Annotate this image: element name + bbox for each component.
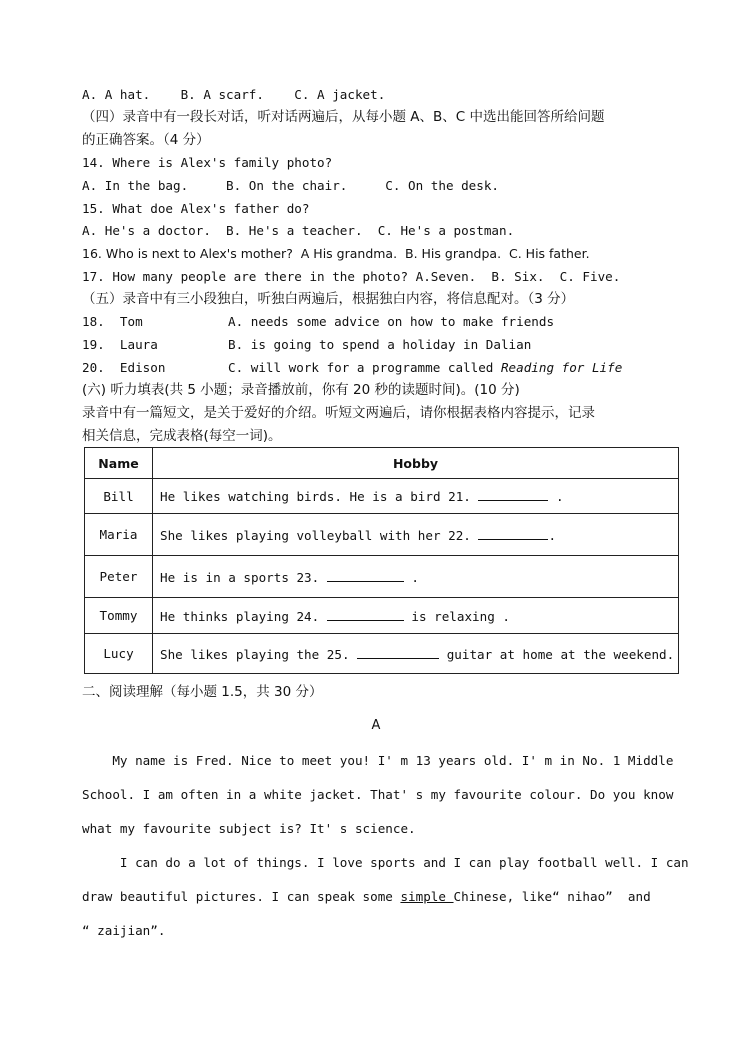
- row-name: Bill: [85, 479, 153, 514]
- row-hobby-text: She likes playing the 25.: [160, 646, 358, 662]
- row-hobby-text: He thinks playing 24.: [160, 608, 327, 624]
- row-name: Peter: [85, 556, 153, 598]
- section6-instruction-line1: (六) 听力填表(共 5 小题；录音播放前，你有 20 秒的读题时间)。(10 分): [82, 382, 520, 398]
- question-14-options: A. In the bag. B. On the chair. C. On the desk.: [82, 178, 500, 193]
- row-hobby-text: He is in a sports 23.: [160, 569, 327, 585]
- matching-left-20: 20. Edison: [82, 360, 166, 375]
- matching-left-19: 19. Laura: [82, 337, 158, 352]
- row-hobby-text-end: guitar at home at the weekend.: [439, 646, 675, 662]
- section4-instruction-line2: 的正确答案。（4 分）: [82, 132, 210, 148]
- row-hobby-text-end: .: [403, 569, 419, 585]
- q13-options: A. A hat. B. A scarf. C. A jacket.: [82, 87, 386, 102]
- passage-text: Chinese, like“ nihao” and: [453, 889, 651, 904]
- answer-blank-23[interactable]: [327, 569, 404, 582]
- answer-blank-21[interactable]: [478, 488, 548, 501]
- reading-heading: 二、阅读理解（每小题 1.5，共 30 分）: [82, 684, 323, 700]
- row-hobby-text-end: is relaxing .: [403, 608, 510, 624]
- row-hobby-text-end: .: [548, 489, 564, 504]
- row-hobby: [153, 556, 679, 598]
- passage-line: My name is Fred. Nice to meet you! I' m 13 years old. I' m in No. 1 Middle: [82, 753, 674, 768]
- row-hobby: [153, 598, 679, 634]
- table-header-hobby: Hobby: [153, 448, 679, 479]
- row-hobby: [153, 634, 679, 674]
- question-15-options: A. He's a doctor. B. He's a teacher. C. He's a postman.: [82, 223, 515, 238]
- row-hobby-text: He likes watching birds. He is a bird 21.: [160, 489, 479, 504]
- passage-text: draw beautiful pictures. I can speak some: [82, 889, 401, 904]
- row-name: Lucy: [85, 634, 153, 674]
- underlined-word: simple: [400, 889, 454, 904]
- row-hobby: [153, 479, 679, 514]
- section6-instruction-line3: 相关信息，完成表格(每空一词)。: [82, 428, 282, 444]
- hobby-table: [84, 447, 679, 674]
- table-row: [85, 514, 679, 556]
- answer-blank-25[interactable]: [357, 646, 439, 659]
- question-14: 14. Where is Alex's family photo?: [82, 155, 333, 170]
- row-hobby: [153, 514, 679, 556]
- passage-line: School. I am often in a white jacket. That' s my favourite colour. Do you know: [82, 787, 674, 802]
- answer-blank-24[interactable]: [327, 608, 404, 621]
- section5-instruction: （五）录音中有三小段独白，听独白两遍后，根据独白内容，将信息配对。（3 分）: [82, 291, 575, 307]
- row-name: Tommy: [85, 598, 153, 634]
- table-row: [85, 556, 679, 598]
- passage-line: what my favourite subject is? It' s science.: [82, 821, 416, 836]
- matching-right-c-text: C. will work for a programme called: [228, 360, 501, 375]
- matching-right-c: [228, 359, 622, 377]
- row-hobby-text: She likes playing volleyball with her 22.: [160, 527, 479, 543]
- section4-instruction-line1: （四）录音中有一段长对话，听对话两遍后，从每小题 A、B、C 中选出能回答所给问题: [82, 109, 605, 125]
- row-name: Maria: [85, 514, 153, 556]
- table-row: [85, 598, 679, 634]
- passage-label: A: [371, 718, 381, 733]
- table-row: [85, 479, 679, 514]
- row-hobby-text-end: .: [548, 527, 557, 543]
- question-17: 17. How many people are there in the photo? A.Seven. B. Six. C. Five.: [82, 269, 621, 284]
- matching-left-18: 18. Tom: [82, 314, 143, 329]
- question-15: 15. What doe Alex's father do?: [82, 201, 310, 216]
- question-16: 16. Who is next to Alex's mother? A His grandma. B. His grandpa. C. His father.: [82, 246, 590, 261]
- passage-line: I can do a lot of things. I love sports and I can play football well. I can: [82, 855, 689, 870]
- table-row: [85, 634, 679, 674]
- answer-blank-22[interactable]: [478, 527, 548, 540]
- matching-right-b: B. is going to spend a holiday in Dalian: [228, 337, 532, 352]
- table-header-name: Name: [85, 448, 153, 479]
- section6-instruction-line2: 录音中有一篇短文，是关于爱好的介绍。听短文两遍后，请你根据表格内容提示，记录: [82, 405, 595, 421]
- matching-right-a: A. needs some advice on how to make friends: [228, 314, 555, 329]
- passage-line: “ zaijian”.: [82, 923, 166, 938]
- passage-line: [82, 888, 651, 906]
- programme-title: Reading for Life: [500, 360, 623, 375]
